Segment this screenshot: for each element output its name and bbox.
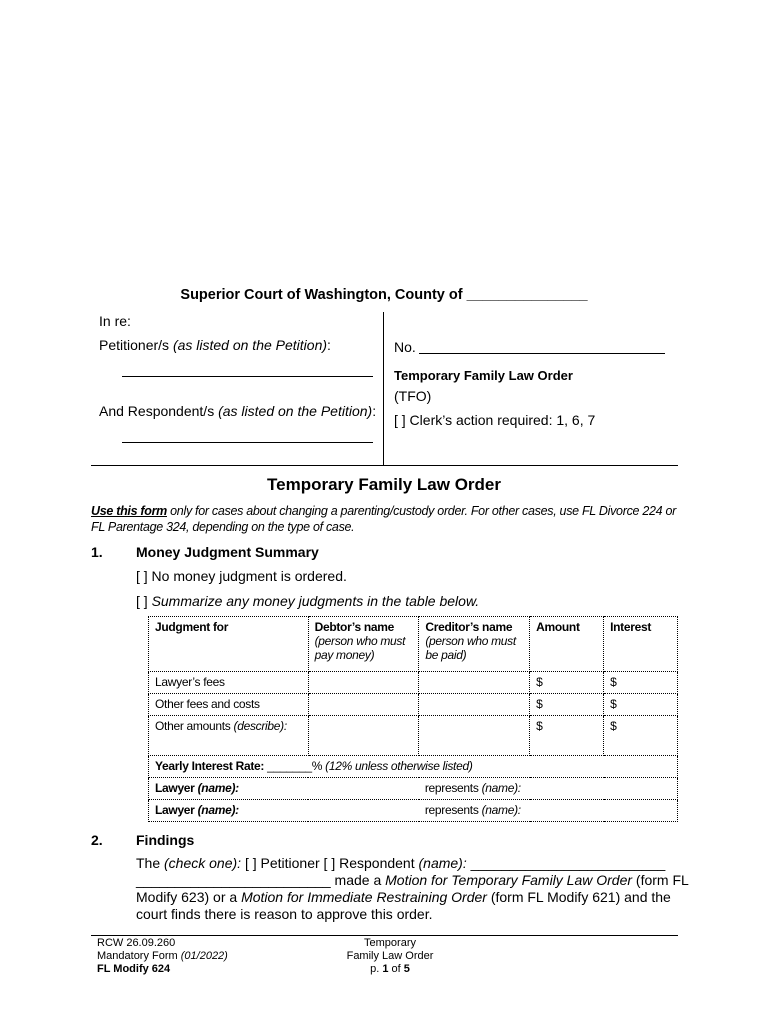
in-re-label: In re: [99, 313, 131, 329]
footer-title-1: Temporary [364, 937, 416, 949]
amount-cell[interactable]: $ [530, 672, 604, 694]
lawyer-row [149, 778, 678, 800]
document-title: Temporary Family Law Order [267, 475, 501, 494]
lawyer-name-cell[interactable]: Lawyer (name): [149, 800, 419, 822]
table-header-row [149, 617, 678, 672]
table-row [149, 716, 678, 756]
footer-rcw: RCW 26.09.260 [97, 937, 176, 949]
represents-cell[interactable]: represents (name): [419, 800, 678, 822]
respondent-name-line[interactable] [122, 442, 373, 443]
row-label: Lawyer’s fees [149, 672, 309, 694]
caption-form-abbrev: (TFO) [394, 388, 432, 404]
case-number-label: No. [394, 339, 416, 355]
header-interest: Interest [604, 617, 678, 672]
footer-page-number: p. 1 of 5 [370, 963, 410, 975]
header-debtor: Debtor’s name (person who must pay money) [308, 617, 419, 672]
findings-line-2: _________________________ made a Motion for Temporary Family Law Order (form FL [136, 872, 689, 888]
footer-form-id: FL Modify 624 [97, 963, 171, 975]
represents-cell[interactable]: represents (name): [419, 778, 678, 800]
no-money-judgment-checkbox[interactable]: [ ] No money judgment is ordered. [136, 568, 347, 584]
table-row [149, 672, 678, 694]
section-2-title: Findings [136, 832, 195, 848]
section-2-number: 2. [91, 832, 103, 848]
interest-rate-row [149, 756, 678, 778]
debtor-cell[interactable] [308, 672, 419, 694]
footer-center [290, 937, 490, 976]
row-label: Other fees and costs [149, 694, 309, 716]
petitioner-name-line[interactable] [122, 376, 373, 377]
lawyer-name-cell[interactable]: Lawyer (name): [149, 778, 419, 800]
caption-bottom-rule [91, 465, 678, 466]
court-title: Superior Court of Washington, County of _______________ [180, 287, 588, 303]
amount-cell[interactable]: $ [530, 716, 604, 756]
money-judgment-table [148, 616, 678, 822]
respondent-label: And Respondent/s (as listed on the Petition): [99, 403, 377, 419]
footer-mandatory: Mandatory Form (01/2022) [97, 950, 228, 962]
interest-cell[interactable]: $ [604, 694, 678, 716]
header-creditor: Creditor’s name (person who must be paid) [419, 617, 530, 672]
caption-form-title: Temporary Family Law Order [394, 368, 573, 383]
section-1-title: Money Judgment Summary [136, 544, 319, 560]
debtor-cell[interactable] [308, 694, 419, 716]
row-label: Other amounts (describe): [149, 716, 309, 756]
footer-rule [91, 935, 678, 936]
interest-cell[interactable]: $ [604, 672, 678, 694]
header-amount: Amount [530, 617, 604, 672]
summarize-judgments-checkbox[interactable]: [ ] Summarize any money judgments in the table below. [136, 593, 480, 609]
findings-line-4: court finds there is reason to approve this order. [136, 906, 433, 922]
intro-text: Use this form only for cases about changing a parenting/custody order. For other cases, use FL Divorce 224 or FL Parentage 324, depending on the type of case. [91, 504, 676, 534]
debtor-cell[interactable] [308, 716, 419, 756]
footer-title-2: Family Law Order [346, 950, 434, 962]
creditor-cell[interactable] [419, 672, 530, 694]
lawyer-row [149, 800, 678, 822]
creditor-cell[interactable] [419, 716, 530, 756]
section-1-number: 1. [91, 544, 103, 560]
petitioner-label: Petitioner/s (as listed on the Petition): [99, 337, 331, 353]
interest-rate-cell[interactable]: Yearly Interest Rate: _______% (12% unless otherwise listed) [149, 756, 678, 778]
amount-cell[interactable]: $ [530, 694, 604, 716]
caption-divider [383, 312, 384, 465]
header-judgment-for: Judgment for [149, 617, 309, 672]
clerk-action-checkbox[interactable]: [ ] Clerk’s action required: 1, 6, 7 [394, 412, 596, 428]
findings-line-3: Modify 623) or a Motion for Immediate Restraining Order (form FL Modify 621) and the [136, 889, 671, 905]
creditor-cell[interactable] [419, 694, 530, 716]
table-row [149, 694, 678, 716]
interest-cell[interactable]: $ [604, 716, 678, 756]
footer-left [97, 937, 228, 976]
findings-line-1[interactable]: The (check one): [ ] Petitioner [ ] Respondent (name): _________________________ [136, 855, 666, 871]
case-number-line[interactable] [419, 353, 665, 354]
county-blank[interactable]: _______________ [466, 287, 588, 303]
